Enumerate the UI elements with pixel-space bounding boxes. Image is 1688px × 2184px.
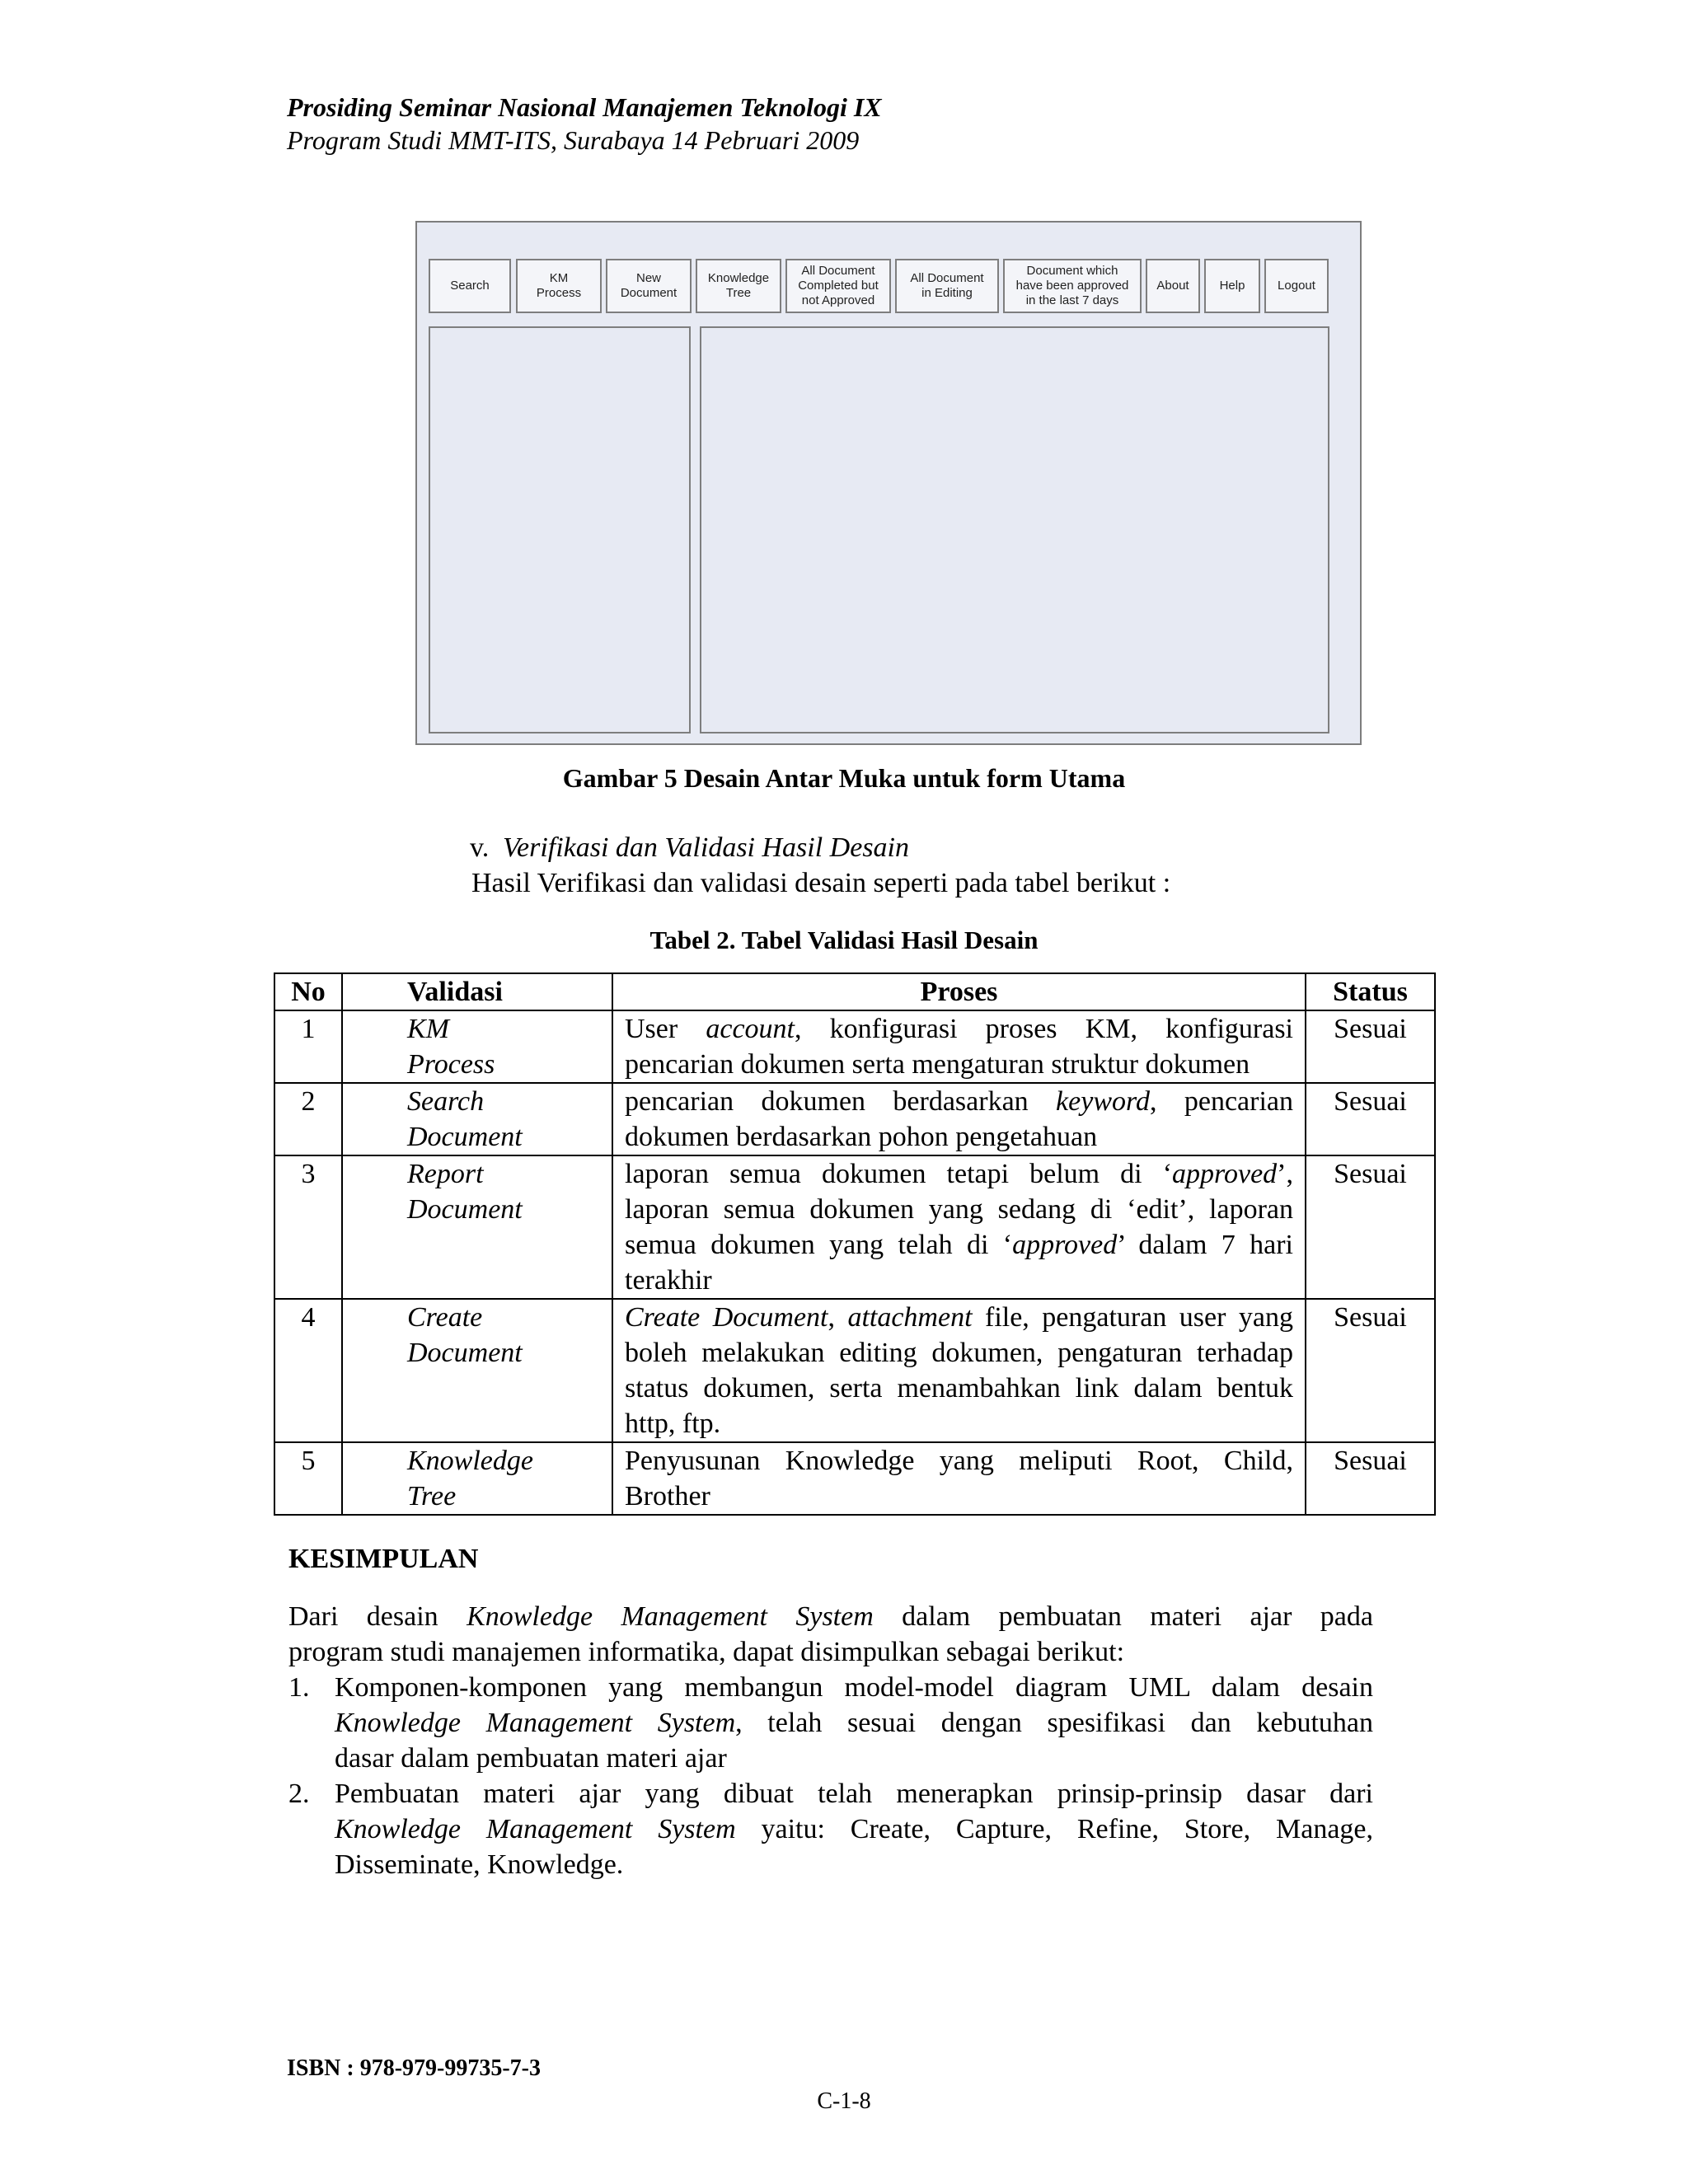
header-proses: Proses — [612, 973, 1306, 1010]
table-row — [274, 1083, 1435, 1155]
table-header-row — [274, 973, 1435, 1010]
row-no: 4 — [274, 1299, 342, 1442]
row-proses: laporan semua dokumen tetapi belum di ‘approved’, laporan semua dokumen yang sedang di ‘edit’, laporan semua dokumen yang telah di ‘approved’ dalam 7 hari terakhir — [612, 1155, 1306, 1299]
row-proses: User account, konfigurasi proses KM, konfigurasi pencarian dokumen serta mengaturan struktur dokumen — [612, 1010, 1306, 1083]
search-button[interactable]: Search — [429, 259, 511, 313]
table-caption: Tabel 2. Tabel Validasi Hasil Desain — [649, 926, 1039, 954]
conclusion-item-1: 1. Komponen-komponen yang membangun model-model diagram UML dalam desain Knowledge Management System, telah sesuai dengan spesifikasi dan kebutuhan dasar dalam pembuatan materi ajar — [288, 1670, 1373, 1776]
validation-table — [274, 972, 1436, 1516]
row-status: Sesuai — [1306, 1155, 1435, 1299]
content-panel — [700, 326, 1329, 733]
row-status: Sesuai — [1306, 1442, 1435, 1515]
proceedings-subtitle: Program Studi MMT-ITS, Surabaya 14 Pebruari 2009 — [287, 125, 860, 155]
conclusion-heading: KESIMPULAN — [288, 1544, 479, 1574]
completed-not-approved-button[interactable]: All Document Completed but not Approved — [785, 259, 891, 313]
in-editing-button[interactable]: All Document in Editing — [895, 259, 999, 313]
row-validasi: Create Document — [342, 1299, 612, 1442]
header-validasi: Validasi — [342, 973, 612, 1010]
section-title: Verifikasi dan Validasi Hasil Desain — [503, 832, 909, 863]
header-status: Status — [1306, 973, 1435, 1010]
row-validasi: Report Document — [342, 1155, 612, 1299]
help-button[interactable]: Help — [1204, 259, 1260, 313]
knowledge-tree-button[interactable]: Knowledge Tree — [696, 259, 781, 313]
row-validasi: Knowledge Tree — [342, 1442, 612, 1515]
table-row — [274, 1155, 1435, 1299]
row-status: Sesuai — [1306, 1010, 1435, 1083]
logout-button[interactable]: Logout — [1264, 259, 1329, 313]
list-number: 2. — [288, 1779, 310, 1809]
row-no: 1 — [274, 1010, 342, 1083]
main-form-mockup — [415, 221, 1362, 745]
approved-last-7-days-button[interactable]: Document which have been approved in the last 7 days — [1003, 259, 1142, 313]
section-heading — [470, 832, 909, 864]
isbn-footer: ISBN : 978-979-99735-7-3 — [287, 2055, 541, 2081]
row-no: 2 — [274, 1083, 342, 1155]
conclusion-paragraph: Dari desain Knowledge Management System dalam pembuatan materi ajar pada program studi manajemen informatika, dapat disimpulkan sebagai berikut: — [288, 1601, 1373, 1667]
row-status: Sesuai — [1306, 1299, 1435, 1442]
table-row — [274, 1442, 1435, 1515]
row-validasi: Search Document — [342, 1083, 612, 1155]
list-number: 1. — [288, 1672, 310, 1703]
left-panel — [429, 326, 691, 733]
table-row — [274, 1299, 1435, 1442]
row-no: 3 — [274, 1155, 342, 1299]
row-validasi: KM Process — [342, 1010, 612, 1083]
page-number: C-1-8 — [817, 2088, 871, 2114]
row-status: Sesuai — [1306, 1083, 1435, 1155]
new-document-button[interactable]: New Document — [606, 259, 692, 313]
row-proses: pencarian dokumen berdasarkan keyword, pencarian dokumen berdasarkan pohon pengetahuan — [612, 1083, 1306, 1155]
proceedings-title: Prosiding Seminar Nasional Manajemen Teknologi IX — [287, 92, 882, 122]
row-no: 5 — [274, 1442, 342, 1515]
section-text: Hasil Verifikasi dan validasi desain seperti pada tabel berikut : — [471, 868, 1171, 898]
header-no: No — [274, 973, 342, 1010]
table-row — [274, 1010, 1435, 1083]
figure-caption: Gambar 5 Desain Antar Muka untuk form Utama — [562, 763, 1126, 793]
section-number: v. — [470, 832, 490, 863]
km-process-button[interactable]: KM Process — [516, 259, 602, 313]
row-proses: Penyusunan Knowledge yang meliputi Root, Child, Brother — [612, 1442, 1306, 1515]
conclusion-item-2: 2. Pembuatan materi ajar yang dibuat telah menerapkan prinsip-prinsip dasar dari Knowledge Management System yaitu: Create, Capture, Refine, Store, Manage, Disseminate, Knowledge. — [288, 1776, 1373, 1882]
about-button[interactable]: About — [1146, 259, 1200, 313]
row-proses: Create Document, attachment file, pengaturan user yang boleh melakukan editing dokumen, pengaturan terhadap status dokumen, serta menambahkan link dalam bentuk http, ftp. — [612, 1299, 1306, 1442]
